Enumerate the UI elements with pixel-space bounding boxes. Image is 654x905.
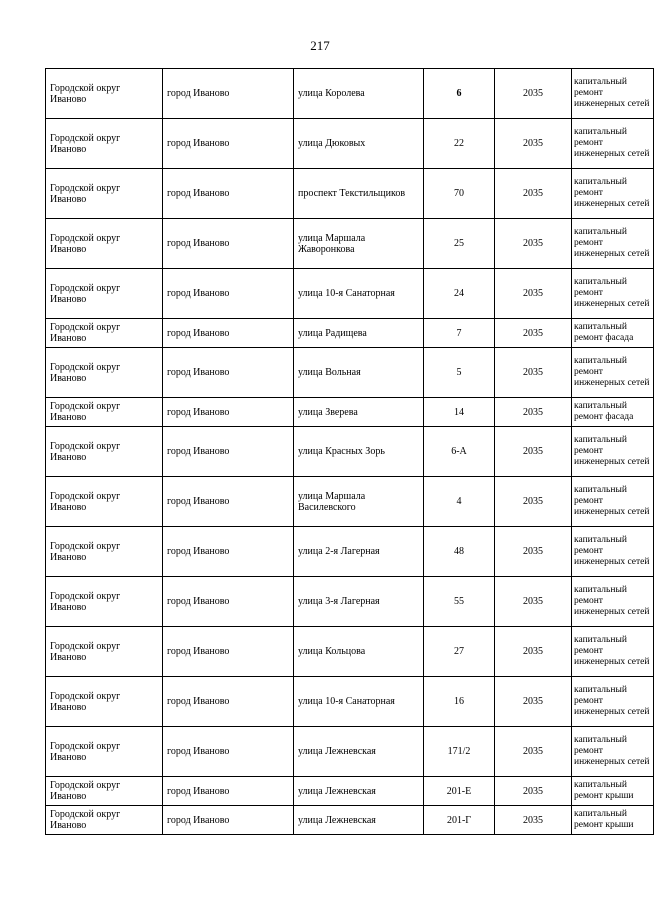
street-cell: улица 3-я Лагерная [294,577,424,627]
street-cell: улица 10-я Санаторная [294,269,424,319]
district-cell: Городской округ Иваново [46,806,163,835]
street-cell: улица Королева [294,69,424,119]
work-type-cell: капитальный ремонт инженерных сетей [572,269,654,319]
city-cell: город Иваново [163,119,294,169]
city-cell: город Иваново [163,627,294,677]
table-row [46,269,654,319]
district-cell: Городской округ Иваново [46,577,163,627]
work-type-cell: капитальный ремонт инженерных сетей [572,348,654,398]
work-type-cell: капитальный ремонт инженерных сетей [572,627,654,677]
table-row [46,319,654,348]
work-type-cell: капитальный ремонт инженерных сетей [572,119,654,169]
table-row [46,427,654,477]
year-cell: 2035 [495,169,572,219]
district-cell: Городской округ Иваново [46,777,163,806]
table-row [46,777,654,806]
work-type-cell: капитальный ремонт фасада [572,398,654,427]
year-cell: 2035 [495,219,572,269]
work-type-cell: капитальный ремонт инженерных сетей [572,219,654,269]
year-cell: 2035 [495,577,572,627]
year-cell: 2035 [495,777,572,806]
street-cell: улица Маршала Василевского [294,477,424,527]
street-cell: улица Лежневская [294,806,424,835]
work-type-cell: капитальный ремонт инженерных сетей [572,727,654,777]
house-cell: 201-Е [424,777,495,806]
house-cell: 7 [424,319,495,348]
table-row [46,169,654,219]
table-row [46,219,654,269]
table-row [46,69,654,119]
table-row [46,527,654,577]
street-cell: улица Лежневская [294,777,424,806]
house-cell: 24 [424,269,495,319]
city-cell: город Иваново [163,169,294,219]
work-type-cell: капитальный ремонт инженерных сетей [572,427,654,477]
city-cell: город Иваново [163,69,294,119]
street-cell: улица Радищева [294,319,424,348]
work-type-cell: капитальный ремонт инженерных сетей [572,169,654,219]
city-cell: город Иваново [163,727,294,777]
city-cell: город Иваново [163,527,294,577]
street-cell: улица Лежневская [294,727,424,777]
district-cell: Городской округ Иваново [46,219,163,269]
work-type-cell: капитальный ремонт фасада [572,319,654,348]
street-cell: улица Красных Зорь [294,427,424,477]
year-cell: 2035 [495,269,572,319]
house-cell: 4 [424,477,495,527]
city-cell: город Иваново [163,319,294,348]
table-row [46,627,654,677]
district-cell: Городской округ Иваново [46,119,163,169]
table-row [46,727,654,777]
page-number: 217 [310,38,330,53]
district-cell: Городской округ Иваново [46,527,163,577]
house-cell: 5 [424,348,495,398]
district-cell: Городской округ Иваново [46,727,163,777]
table-row [46,477,654,527]
housing-repair-table [45,68,654,835]
work-type-cell: капитальный ремонт инженерных сетей [572,577,654,627]
work-type-cell: капитальный ремонт инженерных сетей [572,477,654,527]
street-cell: улица Зверева [294,398,424,427]
year-cell: 2035 [495,69,572,119]
house-cell: 6 [424,69,495,119]
year-cell: 2035 [495,427,572,477]
street-cell: улица 2-я Лагерная [294,527,424,577]
district-cell: Городской округ Иваново [46,269,163,319]
district-cell: Городской округ Иваново [46,69,163,119]
district-cell: Городской округ Иваново [46,627,163,677]
city-cell: город Иваново [163,219,294,269]
city-cell: город Иваново [163,806,294,835]
work-type-cell: капитальный ремонт инженерных сетей [572,69,654,119]
street-cell: улица Вольная [294,348,424,398]
city-cell: город Иваново [163,398,294,427]
year-cell: 2035 [495,677,572,727]
city-cell: город Иваново [163,427,294,477]
street-cell: улица Дюковых [294,119,424,169]
year-cell: 2035 [495,119,572,169]
table-row [46,806,654,835]
house-cell: 16 [424,677,495,727]
district-cell: Городской округ Иваново [46,169,163,219]
street-cell: улица Кольцова [294,627,424,677]
house-cell: 25 [424,219,495,269]
work-type-cell: капитальный ремонт инженерных сетей [572,677,654,727]
year-cell: 2035 [495,727,572,777]
year-cell: 2035 [495,527,572,577]
house-cell: 70 [424,169,495,219]
city-cell: город Иваново [163,477,294,527]
house-cell: 27 [424,627,495,677]
district-cell: Городской округ Иваново [46,427,163,477]
house-cell: 48 [424,527,495,577]
year-cell: 2035 [495,398,572,427]
work-type-cell: капитальный ремонт крыши [572,777,654,806]
street-cell: улица 10-я Санаторная [294,677,424,727]
house-cell: 171/2 [424,727,495,777]
street-cell: улица Маршала Жаворонкова [294,219,424,269]
city-cell: город Иваново [163,577,294,627]
year-cell: 2035 [495,477,572,527]
year-cell: 2035 [495,319,572,348]
table-row [46,398,654,427]
year-cell: 2035 [495,348,572,398]
district-cell: Городской округ Иваново [46,319,163,348]
house-cell: 6-А [424,427,495,477]
city-cell: город Иваново [163,269,294,319]
district-cell: Городской округ Иваново [46,348,163,398]
work-type-cell: капитальный ремонт крыши [572,806,654,835]
table-row [46,677,654,727]
street-cell: проспект Текстильщиков [294,169,424,219]
table-row [46,577,654,627]
city-cell: город Иваново [163,677,294,727]
year-cell: 2035 [495,627,572,677]
house-cell: 201-Г [424,806,495,835]
table-row [46,348,654,398]
house-cell: 14 [424,398,495,427]
year-cell: 2035 [495,806,572,835]
district-cell: Городской округ Иваново [46,477,163,527]
work-type-cell: капитальный ремонт инженерных сетей [572,527,654,577]
district-cell: Городской округ Иваново [46,398,163,427]
city-cell: город Иваново [163,777,294,806]
house-cell: 55 [424,577,495,627]
table-row [46,119,654,169]
district-cell: Городской округ Иваново [46,677,163,727]
house-cell: 22 [424,119,495,169]
city-cell: город Иваново [163,348,294,398]
